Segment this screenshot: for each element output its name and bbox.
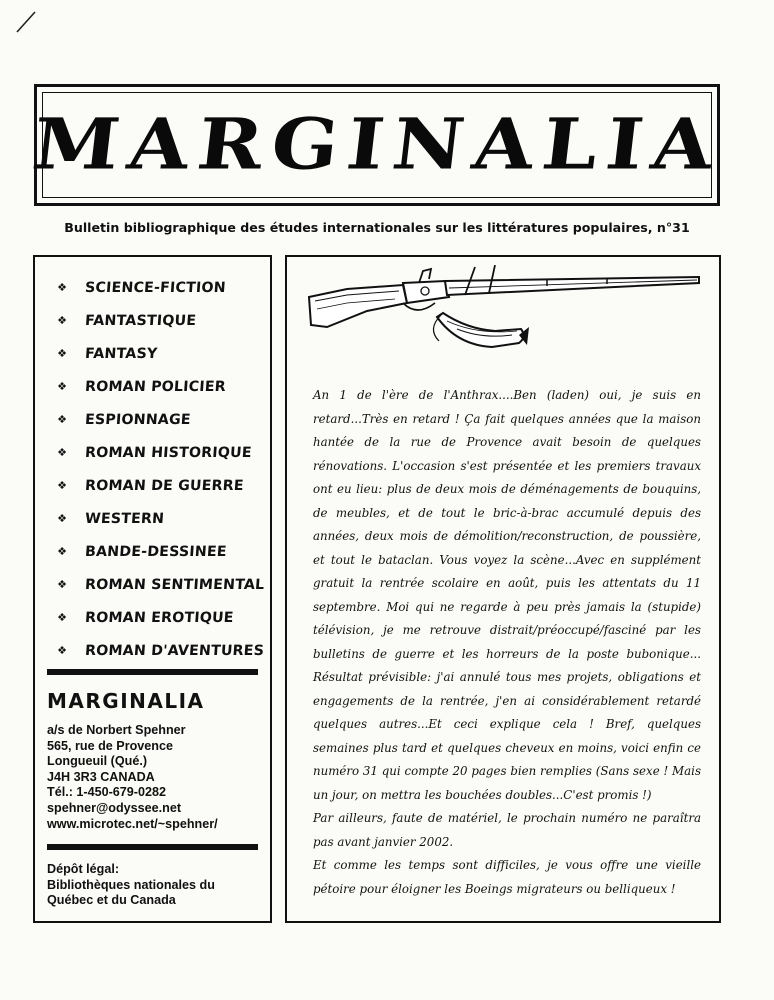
diamond-bullet-icon: ❖	[57, 446, 67, 459]
genre-item	[35, 469, 270, 502]
genre-label: FANTASY	[84, 345, 158, 362]
genre-item	[35, 337, 270, 370]
contact-phone: Tél.: 1-450-679-0282	[47, 785, 167, 800]
divider-rule	[47, 669, 258, 675]
diamond-bullet-icon: ❖	[57, 314, 67, 327]
masthead-title: MARGINALIA	[28, 103, 727, 186]
editorial-box	[285, 255, 721, 923]
genre-label: ROMAN D'AVENTURES	[84, 642, 265, 659]
legal-deposit-line: Dépôt légal:	[47, 862, 120, 876]
genre-label: ROMAN SENTIMENTAL	[84, 576, 265, 593]
musket-icon	[307, 265, 702, 375]
genre-label: ESPIONNAGE	[84, 411, 192, 428]
diamond-bullet-icon: ❖	[57, 380, 67, 393]
genre-label: BANDE-DESSINEE	[84, 543, 228, 560]
editorial-paragraph: Et comme les temps sont difficiles, je vous offre une vieille pétoire pour éloigner les Boeings migrateurs ou belliqueux !	[313, 858, 701, 896]
editorial-text	[313, 384, 701, 901]
genre-item	[35, 601, 270, 634]
diamond-bullet-icon: ❖	[57, 347, 67, 360]
diamond-bullet-icon: ❖	[57, 512, 67, 525]
contact-line: 565, rue de Provence	[47, 738, 174, 753]
genre-item	[35, 568, 270, 601]
legal-deposit	[47, 862, 215, 909]
genre-item	[35, 271, 270, 304]
genre-label: ROMAN HISTORIQUE	[84, 444, 253, 461]
contact-line: a/s de Norbert Spehner	[47, 723, 186, 737]
genre-item	[35, 370, 270, 403]
legal-deposit-line: Québec et du Canada	[47, 893, 176, 908]
legal-deposit-line: Bibliothèques nationales du	[47, 877, 215, 892]
masthead	[28, 84, 727, 206]
genre-list	[35, 257, 270, 667]
diamond-bullet-icon: ❖	[57, 281, 67, 294]
genre-label: ROMAN EROTIQUE	[84, 609, 235, 626]
sidebar	[33, 255, 272, 923]
diamond-bullet-icon: ❖	[57, 479, 67, 492]
diamond-bullet-icon: ❖	[57, 578, 67, 591]
genre-item	[35, 436, 270, 469]
contact-line: Longueuil (Qué.)	[47, 754, 148, 769]
diamond-bullet-icon: ❖	[57, 545, 67, 558]
contact-line: J4H 3R3 CANADA	[47, 769, 155, 784]
genre-label: FANTASTIQUE	[84, 312, 197, 329]
editorial-paragraph: Par ailleurs, faute de matériel, le prochain numéro ne paraîtra pas avant janvier 2002.	[313, 811, 701, 849]
diamond-bullet-icon: ❖	[57, 644, 67, 657]
genre-label: WESTERN	[84, 510, 165, 527]
genre-label: ROMAN DE GUERRE	[84, 477, 245, 494]
genre-label: SCIENCE-FICTION	[84, 279, 227, 296]
genre-item	[35, 634, 270, 667]
diamond-bullet-icon: ❖	[57, 611, 67, 624]
genre-item	[35, 502, 270, 535]
genre-item	[35, 403, 270, 436]
contact-address	[47, 723, 218, 832]
contact-email: spehner@odyssee.net	[47, 800, 182, 815]
diamond-bullet-icon: ❖	[57, 413, 67, 426]
bulletin-subtitle: Bulletin bibliographique des études internationales sur les littératures populaires, n°31	[64, 220, 690, 235]
editorial-paragraph: An 1 de l'ère de l'Anthrax....Ben (laden) oui, je suis en retard...Très en retard ! Ça fait quelques années que la maison hantée de la rue de Provence avait besoin de quelques rénovations. L'occasion s'est présentée et les premiers travaux ont eu lieu: plus de deux mois de déménagements de bouquins, de meubles, et de tout le bric-à-brac accumulé depuis des années, deux mois de démolition/reconstruction, de poussière, et tout le bataclan. Vous voyez la scène...Avec en supplément gratuit la rentrée scolaire en août, puis les attentats du 11 septembre. Moi qui ne regarde à peu près jamais la (stupide) télévision, je me retrouve distrait/préoccupé/fasciné par les bulletins de guerre et les horreurs de la poste bubonique... Résultat prévisible: j'ai annulé tous mes projets, obligations et engagements de la rentrée, j'en ai considérablement retardé quelques autres...Et ceci explique cela ! Bref, quelques semaines plus tard et quelques cheveux en moins, voici enfin ce numéro 31 qui compte 20 pages bien remplies (Sans sexe ! Mais un jour, on mettra les bouchées doubles...C'est promis !)	[313, 388, 701, 802]
genre-item	[35, 304, 270, 337]
corner-slash-mark	[14, 10, 38, 34]
genre-item	[35, 535, 270, 568]
divider-rule	[47, 844, 258, 850]
genre-label: ROMAN POLICIER	[84, 378, 227, 395]
masthead-frame	[28, 92, 727, 198]
contact-title: MARGINALIA	[47, 689, 205, 713]
contact-website: www.microtec.net/~spehner/	[47, 816, 218, 831]
